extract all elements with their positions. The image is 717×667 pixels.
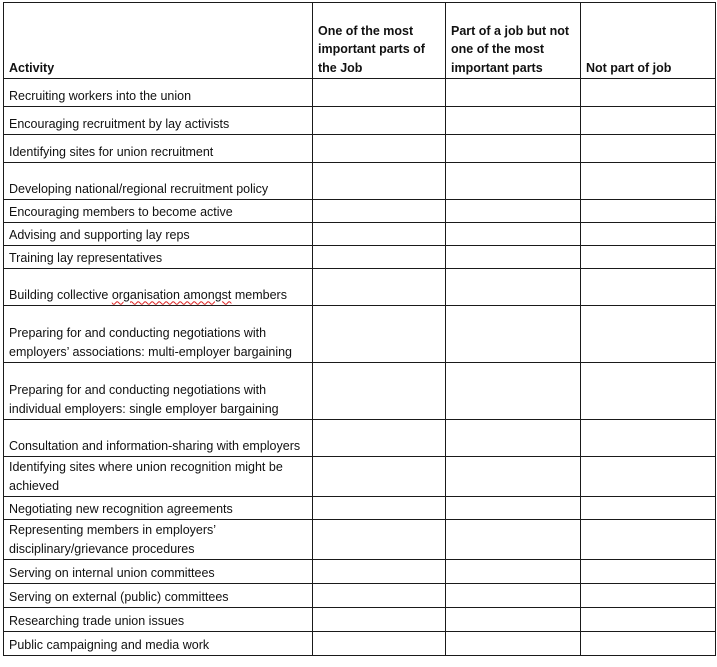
rating-cell-most-important[interactable]	[313, 560, 446, 584]
rating-cell-part-of-job[interactable]	[446, 560, 581, 584]
rating-cell-most-important[interactable]	[313, 457, 446, 497]
table-row	[4, 420, 716, 457]
header-part-of-job: Part of a job but not one of the most important parts	[446, 3, 581, 79]
table-row	[4, 632, 716, 656]
table-row	[4, 200, 716, 223]
rating-cell-not-part[interactable]	[581, 135, 716, 163]
activity-rating-table	[3, 2, 716, 656]
header-row	[4, 3, 716, 79]
rating-cell-most-important[interactable]	[313, 107, 446, 135]
rating-cell-not-part[interactable]	[581, 420, 716, 457]
rating-cell-part-of-job[interactable]	[446, 200, 581, 223]
rating-cell-most-important[interactable]	[313, 79, 446, 107]
rating-cell-not-part[interactable]	[581, 269, 716, 306]
rating-cell-part-of-job[interactable]	[446, 363, 581, 420]
table-row	[4, 457, 716, 497]
rating-cell-part-of-job[interactable]	[446, 632, 581, 656]
rating-cell-most-important[interactable]	[313, 584, 446, 608]
activity-cell: Serving on internal union committees	[4, 560, 313, 584]
activity-cell: Preparing for and conducting negotiations with individual employers: single employer bargaining	[4, 363, 313, 420]
table-row	[4, 560, 716, 584]
activity-cell: Training lay representatives	[4, 246, 313, 269]
rating-cell-not-part[interactable]	[581, 200, 716, 223]
rating-cell-part-of-job[interactable]	[446, 269, 581, 306]
text-cursor	[715, 202, 716, 216]
rating-cell-not-part[interactable]	[581, 584, 716, 608]
header-not-part: Not part of job	[581, 3, 716, 79]
header-activity: Activity	[4, 3, 313, 79]
rating-cell-most-important[interactable]	[313, 135, 446, 163]
rating-cell-not-part[interactable]	[581, 497, 716, 520]
rating-cell-most-important[interactable]	[313, 608, 446, 632]
rating-cell-most-important[interactable]	[313, 200, 446, 223]
activity-cell: Recruiting workers into the union	[4, 79, 313, 107]
rating-cell-part-of-job[interactable]	[446, 135, 581, 163]
table-row	[4, 79, 716, 107]
rating-cell-part-of-job[interactable]	[446, 520, 581, 560]
table-row	[4, 608, 716, 632]
table-row	[4, 135, 716, 163]
rating-cell-not-part[interactable]	[581, 107, 716, 135]
rating-cell-part-of-job[interactable]	[446, 163, 581, 200]
rating-cell-not-part[interactable]	[581, 520, 716, 560]
activity-cell: Building collective organisation amongst members	[4, 269, 313, 306]
table-row	[4, 520, 716, 560]
rating-cell-not-part[interactable]	[581, 608, 716, 632]
table-row	[4, 163, 716, 200]
rating-cell-most-important[interactable]	[313, 269, 446, 306]
rating-cell-not-part[interactable]	[581, 632, 716, 656]
header-most-important: One of the most important parts of the Job	[313, 3, 446, 79]
table-row	[4, 269, 716, 306]
activity-cell: Researching trade union issues	[4, 608, 313, 632]
rating-cell-not-part[interactable]	[581, 223, 716, 246]
rating-cell-not-part[interactable]	[581, 246, 716, 269]
rating-cell-part-of-job[interactable]	[446, 79, 581, 107]
rating-cell-most-important[interactable]	[313, 306, 446, 363]
activity-cell: Identifying sites where union recognition might be achieved	[4, 457, 313, 497]
rating-cell-not-part[interactable]	[581, 560, 716, 584]
activity-cell: Identifying sites for union recruitment	[4, 135, 313, 163]
rating-cell-part-of-job[interactable]	[446, 306, 581, 363]
activity-cell: Serving on external (public) committees	[4, 584, 313, 608]
table-row	[4, 306, 716, 363]
rating-cell-most-important[interactable]	[313, 223, 446, 246]
rating-cell-part-of-job[interactable]	[446, 223, 581, 246]
rating-cell-not-part[interactable]	[581, 363, 716, 420]
rating-cell-most-important[interactable]	[313, 497, 446, 520]
rating-cell-not-part[interactable]	[581, 79, 716, 107]
table-row	[4, 363, 716, 420]
rating-cell-most-important[interactable]	[313, 420, 446, 457]
activity-cell: Encouraging recruitment by lay activists	[4, 107, 313, 135]
rating-cell-not-part[interactable]	[581, 163, 716, 200]
rating-cell-not-part[interactable]	[581, 306, 716, 363]
rating-cell-part-of-job[interactable]	[446, 457, 581, 497]
rating-cell-part-of-job[interactable]	[446, 584, 581, 608]
activity-cell: Public campaigning and media work	[4, 632, 313, 656]
rating-cell-part-of-job[interactable]	[446, 107, 581, 135]
rating-cell-part-of-job[interactable]	[446, 608, 581, 632]
rating-cell-most-important[interactable]	[313, 520, 446, 560]
spellcheck-flag: organisation amongst	[111, 287, 232, 302]
table-row	[4, 107, 716, 135]
activity-cell: Advising and supporting lay reps	[4, 223, 313, 246]
rating-cell-most-important[interactable]	[313, 632, 446, 656]
rating-cell-most-important[interactable]	[313, 163, 446, 200]
rating-cell-not-part[interactable]	[581, 457, 716, 497]
rating-cell-part-of-job[interactable]	[446, 246, 581, 269]
table-row	[4, 246, 716, 269]
table-row	[4, 497, 716, 520]
activity-cell: Negotiating new recognition agreements	[4, 497, 313, 520]
rating-cell-most-important[interactable]	[313, 246, 446, 269]
table-row	[4, 584, 716, 608]
rating-cell-part-of-job[interactable]	[446, 420, 581, 457]
activity-cell: Encouraging members to become active	[4, 200, 313, 223]
activity-cell: Developing national/regional recruitment policy	[4, 163, 313, 200]
rating-cell-part-of-job[interactable]	[446, 497, 581, 520]
table-row	[4, 223, 716, 246]
activity-cell: Preparing for and conducting negotiations with employers’ associations: multi-employer bargaining	[4, 306, 313, 363]
activity-cell: Representing members in employers’ disciplinary/grievance procedures	[4, 520, 313, 560]
rating-cell-most-important[interactable]	[313, 363, 446, 420]
activity-cell: Consultation and information-sharing with employers	[4, 420, 313, 457]
